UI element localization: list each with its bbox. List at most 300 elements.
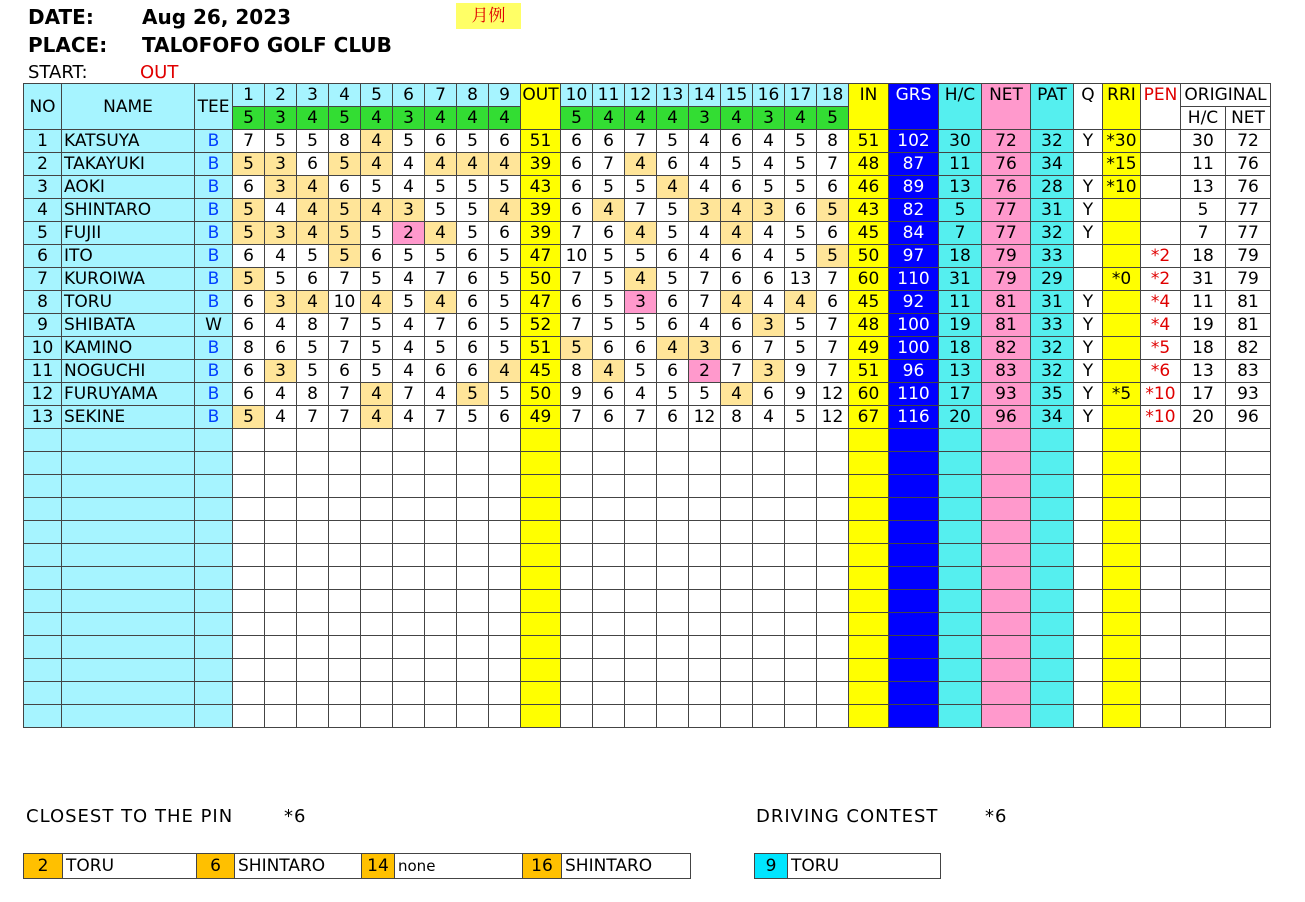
hole-score <box>689 498 721 521</box>
hole-score <box>393 544 425 567</box>
hole-score: 5 <box>489 383 521 406</box>
hole-score: 6 <box>425 360 457 383</box>
net-score: 81 <box>982 291 1031 314</box>
hole-score <box>657 659 689 682</box>
hole-score: 4 <box>721 199 753 222</box>
original-handicap <box>1181 705 1226 728</box>
hole-score: 7 <box>329 383 361 406</box>
hole-score: 5 <box>625 314 657 337</box>
player-name <box>62 567 195 590</box>
rri-value: *10 <box>1103 176 1141 199</box>
in-total: 46 <box>849 176 889 199</box>
gross-score: 97 <box>889 245 939 268</box>
empty-row <box>24 636 1271 659</box>
player-no: 5 <box>24 222 62 245</box>
hole-score <box>425 521 457 544</box>
gross-score <box>889 682 939 705</box>
hole-score <box>561 452 593 475</box>
penalty: *4 <box>1141 291 1181 314</box>
original-net: 83 <box>1226 360 1271 383</box>
hole-score <box>265 659 297 682</box>
player-name <box>62 429 195 452</box>
hole-score: 4 <box>657 176 689 199</box>
hole-score <box>561 567 593 590</box>
hole-score <box>785 659 817 682</box>
player-tee <box>195 498 233 521</box>
hole-score <box>297 521 329 544</box>
hole-score: 6 <box>593 406 625 429</box>
hole-score <box>657 567 689 590</box>
hole-score: 7 <box>817 360 849 383</box>
gross-score <box>889 498 939 521</box>
hole-score: 4 <box>689 176 721 199</box>
hole-score <box>361 590 393 613</box>
hole-score: 5 <box>657 222 689 245</box>
original-net: 79 <box>1226 268 1271 291</box>
original-handicap <box>1181 682 1226 705</box>
player-row <box>24 291 1271 314</box>
hole-score: 4 <box>361 199 393 222</box>
net-score <box>982 567 1031 590</box>
header-row <box>24 84 1271 107</box>
par-cell: 4 <box>657 107 689 130</box>
hole-score <box>785 705 817 728</box>
driving-hole-number: 9 <box>755 854 788 878</box>
hole-score <box>625 475 657 498</box>
putts <box>1031 590 1074 613</box>
hole-score <box>489 475 521 498</box>
hole-score <box>457 475 489 498</box>
hole-score <box>657 636 689 659</box>
hole-score <box>297 452 329 475</box>
hole-score: 5 <box>489 314 521 337</box>
hole-score <box>489 521 521 544</box>
original-net: 96 <box>1226 406 1271 429</box>
out-total: 47 <box>521 245 561 268</box>
hole-score <box>657 498 689 521</box>
hole-score <box>361 498 393 521</box>
hole-score <box>265 613 297 636</box>
player-name: KAMINO <box>62 337 195 360</box>
player-name: TORU <box>62 291 195 314</box>
hole-score: 5 <box>785 406 817 429</box>
player-tee <box>195 682 233 705</box>
hole-score <box>361 682 393 705</box>
hole-score: 5 <box>785 153 817 176</box>
in-total: 45 <box>849 291 889 314</box>
penalty <box>1141 222 1181 245</box>
out-total <box>521 498 561 521</box>
hole-score: 4 <box>457 153 489 176</box>
player-row <box>24 268 1271 291</box>
hole-score <box>329 682 361 705</box>
player-no: 11 <box>24 360 62 383</box>
hole-score: 5 <box>593 176 625 199</box>
hole-score <box>489 682 521 705</box>
penalty <box>1141 613 1181 636</box>
penalty: *6 <box>1141 360 1181 383</box>
putts <box>1031 682 1074 705</box>
out-total: 52 <box>521 314 561 337</box>
rri-value <box>1103 360 1141 383</box>
qualifier <box>1074 613 1103 636</box>
col-header-hole-4: 4 <box>329 84 361 107</box>
hole-score: 4 <box>689 153 721 176</box>
hole-score <box>593 452 625 475</box>
hole-score <box>489 452 521 475</box>
player-tee: B <box>195 222 233 245</box>
hole-score <box>393 613 425 636</box>
hole-score <box>753 452 785 475</box>
out-total: 50 <box>521 383 561 406</box>
player-row <box>24 360 1271 383</box>
hole-score <box>817 705 849 728</box>
hole-score <box>657 452 689 475</box>
hole-score: 3 <box>753 199 785 222</box>
player-name <box>62 452 195 475</box>
hole-score: 3 <box>753 360 785 383</box>
hole-score: 8 <box>561 360 593 383</box>
par-cell: 4 <box>425 107 457 130</box>
handicap <box>939 475 982 498</box>
hole-score: 4 <box>393 153 425 176</box>
in-total: 43 <box>849 199 889 222</box>
putts: 32 <box>1031 337 1074 360</box>
hole-score <box>625 705 657 728</box>
hole-score <box>561 498 593 521</box>
hole-score <box>785 452 817 475</box>
hole-score: 4 <box>361 130 393 153</box>
qualifier: Y <box>1074 383 1103 406</box>
handicap <box>939 636 982 659</box>
original-net: 79 <box>1226 245 1271 268</box>
hole-score <box>689 544 721 567</box>
hole-score: 4 <box>425 383 457 406</box>
hole-score <box>625 613 657 636</box>
penalty <box>1141 567 1181 590</box>
hole-score: 7 <box>593 153 625 176</box>
hole-score: 5 <box>457 406 489 429</box>
hole-score <box>817 636 849 659</box>
hole-score <box>753 705 785 728</box>
player-no: 4 <box>24 199 62 222</box>
hole-score <box>561 429 593 452</box>
hole-score: 3 <box>753 314 785 337</box>
hole-score: 6 <box>457 360 489 383</box>
hole-score <box>457 613 489 636</box>
empty-row <box>24 567 1271 590</box>
hole-score <box>457 590 489 613</box>
hole-score <box>393 521 425 544</box>
player-tee: B <box>195 360 233 383</box>
hole-score: 5 <box>785 130 817 153</box>
hole-score: 6 <box>817 176 849 199</box>
hole-score: 7 <box>329 406 361 429</box>
original-handicap <box>1181 429 1226 452</box>
penalty <box>1141 659 1181 682</box>
hole-score: 5 <box>785 314 817 337</box>
col-header-hole-5: 5 <box>361 84 393 107</box>
handicap <box>939 521 982 544</box>
empty-row <box>24 498 1271 521</box>
hole-score <box>561 590 593 613</box>
par-cell: 3 <box>393 107 425 130</box>
hole-score: 6 <box>561 153 593 176</box>
hole-score: 8 <box>297 383 329 406</box>
penalty <box>1141 544 1181 567</box>
hole-score: 5 <box>785 176 817 199</box>
handicap: 18 <box>939 337 982 360</box>
handicap: 13 <box>939 176 982 199</box>
col-header-hole-11: 11 <box>593 84 625 107</box>
hole-score <box>329 613 361 636</box>
out-total <box>521 452 561 475</box>
par-cell: 5 <box>233 107 265 130</box>
player-name <box>62 544 195 567</box>
hole-score: 6 <box>457 268 489 291</box>
hole-score: 3 <box>265 222 297 245</box>
hole-score <box>489 429 521 452</box>
col-header-pen: PEN <box>1141 84 1181 130</box>
player-name: FUJII <box>62 222 195 245</box>
net-score: 82 <box>982 337 1031 360</box>
hole-score <box>785 521 817 544</box>
empty-row <box>24 613 1271 636</box>
col-header-hole-18: 18 <box>817 84 849 107</box>
original-net <box>1226 498 1271 521</box>
putts: 31 <box>1031 199 1074 222</box>
rri-value <box>1103 291 1141 314</box>
closest-winner-name: SHINTARO <box>235 854 362 878</box>
hole-score <box>689 705 721 728</box>
hole-score <box>593 567 625 590</box>
hole-score: 7 <box>297 406 329 429</box>
hole-score: 6 <box>561 176 593 199</box>
net-score: 83 <box>982 360 1031 383</box>
hole-score: 5 <box>625 360 657 383</box>
qualifier <box>1074 521 1103 544</box>
hole-score <box>329 498 361 521</box>
in-total: 48 <box>849 314 889 337</box>
gross-score: 84 <box>889 222 939 245</box>
hole-score <box>785 429 817 452</box>
hole-score <box>297 567 329 590</box>
net-score <box>982 659 1031 682</box>
gross-score: 87 <box>889 153 939 176</box>
rri-value <box>1103 544 1141 567</box>
hole-score <box>265 636 297 659</box>
closest-hole-number: 6 <box>197 854 235 878</box>
rri-value <box>1103 245 1141 268</box>
handicap <box>939 613 982 636</box>
hole-score <box>657 521 689 544</box>
hole-score: 4 <box>265 314 297 337</box>
hole-score <box>265 567 297 590</box>
hole-score <box>689 567 721 590</box>
putts <box>1031 452 1074 475</box>
hole-score <box>361 475 393 498</box>
hole-score <box>561 705 593 728</box>
hole-score: 8 <box>721 406 753 429</box>
handicap: 30 <box>939 130 982 153</box>
hole-score <box>593 544 625 567</box>
par-cell: 4 <box>785 107 817 130</box>
rri-value: *15 <box>1103 153 1141 176</box>
hole-score: 5 <box>457 222 489 245</box>
hole-score <box>625 498 657 521</box>
date-label: DATE: <box>28 5 94 29</box>
player-no <box>24 659 62 682</box>
hole-score: 3 <box>393 199 425 222</box>
putts: 34 <box>1031 153 1074 176</box>
out-total: 51 <box>521 130 561 153</box>
putts <box>1031 544 1074 567</box>
net-score: 76 <box>982 153 1031 176</box>
handicap <box>939 567 982 590</box>
original-handicap <box>1181 567 1226 590</box>
hole-score: 2 <box>393 222 425 245</box>
hole-score: 12 <box>689 406 721 429</box>
hole-score: 5 <box>297 337 329 360</box>
hole-score <box>817 498 849 521</box>
hole-score <box>425 544 457 567</box>
col-header-hole-8: 8 <box>457 84 489 107</box>
hole-score: 5 <box>657 130 689 153</box>
penalty <box>1141 590 1181 613</box>
par-cell: 4 <box>721 107 753 130</box>
penalty <box>1141 429 1181 452</box>
driving-winner-name: TORU <box>791 856 840 876</box>
hole-score <box>265 521 297 544</box>
hole-score <box>753 567 785 590</box>
original-handicap <box>1181 659 1226 682</box>
original-handicap <box>1181 452 1226 475</box>
qualifier: Y <box>1074 360 1103 383</box>
hole-score: 6 <box>753 383 785 406</box>
rri-value: *5 <box>1103 383 1141 406</box>
in-total: 48 <box>849 153 889 176</box>
qualifier <box>1074 245 1103 268</box>
qualifier: Y <box>1074 314 1103 337</box>
net-score: 72 <box>982 130 1031 153</box>
player-no <box>24 682 62 705</box>
player-name <box>62 705 195 728</box>
hole-score: 6 <box>297 153 329 176</box>
qualifier: Y <box>1074 199 1103 222</box>
hole-score: 6 <box>657 245 689 268</box>
hole-score <box>561 475 593 498</box>
handicap <box>939 452 982 475</box>
putts <box>1031 636 1074 659</box>
player-tee: B <box>195 291 233 314</box>
hole-score: 4 <box>753 245 785 268</box>
hole-score: 6 <box>785 199 817 222</box>
hole-score: 7 <box>689 268 721 291</box>
rri-value <box>1103 521 1141 544</box>
gross-score: 102 <box>889 130 939 153</box>
hole-score <box>297 705 329 728</box>
closest-to-pin-title: CLOSEST TO THE PIN <box>26 806 234 827</box>
original-handicap <box>1181 613 1226 636</box>
original-handicap: 13 <box>1181 176 1226 199</box>
hole-score <box>297 475 329 498</box>
hole-score <box>393 429 425 452</box>
hole-score <box>297 659 329 682</box>
hole-score <box>297 590 329 613</box>
player-tee: B <box>195 337 233 360</box>
player-name: KATSUYA <box>62 130 195 153</box>
rri-value <box>1103 337 1141 360</box>
putts: 32 <box>1031 360 1074 383</box>
hole-score: 6 <box>489 222 521 245</box>
col-header-hole-10: 10 <box>561 84 593 107</box>
hole-score <box>329 590 361 613</box>
putts <box>1031 429 1074 452</box>
hole-score: 5 <box>265 130 297 153</box>
player-row <box>24 337 1271 360</box>
handicap <box>939 429 982 452</box>
qualifier <box>1074 636 1103 659</box>
in-total <box>849 705 889 728</box>
qualifier: Y <box>1074 291 1103 314</box>
original-net <box>1226 567 1271 590</box>
hole-score: 4 <box>625 383 657 406</box>
player-no <box>24 452 62 475</box>
hole-score <box>753 682 785 705</box>
penalty: *4 <box>1141 314 1181 337</box>
hole-score: 4 <box>489 153 521 176</box>
net-score <box>982 429 1031 452</box>
penalty <box>1141 176 1181 199</box>
hole-score <box>393 452 425 475</box>
hole-score <box>593 521 625 544</box>
out-total: 39 <box>521 199 561 222</box>
in-total <box>849 659 889 682</box>
qualifier <box>1074 705 1103 728</box>
original-handicap: 11 <box>1181 153 1226 176</box>
net-score <box>982 521 1031 544</box>
hole-score: 9 <box>561 383 593 406</box>
putts: 32 <box>1031 130 1074 153</box>
hole-score <box>593 682 625 705</box>
hole-score <box>721 429 753 452</box>
par-cell: 3 <box>265 107 297 130</box>
rri-value <box>1103 590 1141 613</box>
player-no <box>24 429 62 452</box>
col-header-in: IN <box>849 84 889 130</box>
player-no <box>24 613 62 636</box>
rri-value <box>1103 199 1141 222</box>
hole-score: 7 <box>625 406 657 429</box>
player-no: 9 <box>24 314 62 337</box>
hole-score <box>817 429 849 452</box>
rri-value <box>1103 613 1141 636</box>
hole-score: 6 <box>721 314 753 337</box>
hole-score <box>657 705 689 728</box>
hole-score: 5 <box>753 176 785 199</box>
hole-score: 4 <box>753 222 785 245</box>
hole-score: 4 <box>689 130 721 153</box>
col-header-hole-6: 6 <box>393 84 425 107</box>
hole-score <box>753 475 785 498</box>
par-cell: 3 <box>753 107 785 130</box>
rri-value <box>1103 429 1141 452</box>
col-header-q: Q <box>1074 84 1103 130</box>
hole-score <box>817 521 849 544</box>
hole-score <box>233 521 265 544</box>
col-header-hole-16: 16 <box>753 84 785 107</box>
rri-value: *0 <box>1103 268 1141 291</box>
